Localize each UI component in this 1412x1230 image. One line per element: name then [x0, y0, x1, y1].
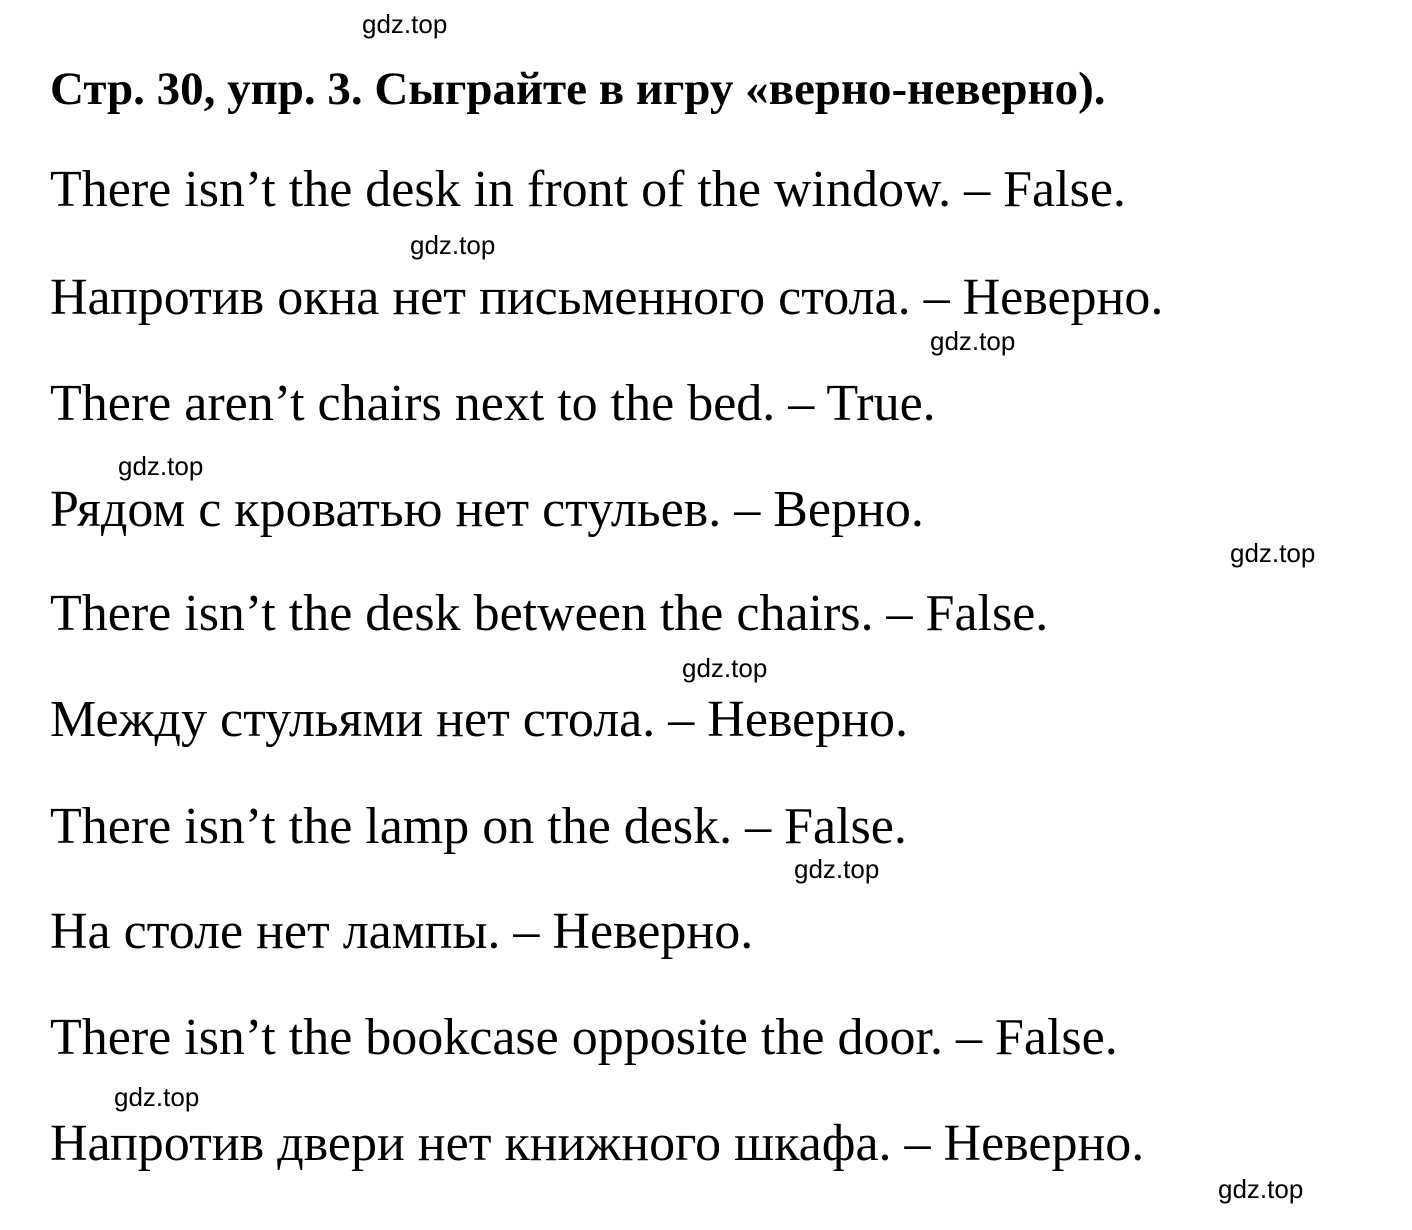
statement-line: There isn’t the desk between the chairs. – False.	[50, 585, 1049, 642]
statement-line: There isn’t the lamp on the desk. – False.	[50, 798, 907, 855]
statement-line: Рядом с кроватью нет стульев. – Верно.	[50, 481, 924, 538]
statement-line: На столе нет лампы. – Неверно.	[50, 903, 754, 960]
statement-line: Напротив двери нет книжного шкафа. – Неверно.	[50, 1115, 1145, 1172]
watermark: gdz.top	[362, 9, 448, 39]
statement-line: There isn’t the bookcase opposite the door. – False.	[50, 1009, 1118, 1066]
statement-line: There isn’t the desk in front of the window. – False.	[50, 161, 1126, 218]
watermark: gdz.top	[410, 230, 496, 260]
watermark: gdz.top	[682, 653, 768, 683]
watermark: gdz.top	[794, 854, 880, 884]
watermark: gdz.top	[1218, 1174, 1304, 1204]
watermark: gdz.top	[118, 451, 204, 481]
watermark: gdz.top	[114, 1082, 200, 1112]
statement-line: There aren’t chairs next to the bed. – True.	[50, 375, 936, 432]
statement-line: Между стульями нет стола. – Неверно.	[50, 691, 909, 748]
exercise-title: Стр. 30, упр. 3. Сыграйте в игру «верно-неверно).	[50, 63, 1106, 115]
watermark: gdz.top	[1230, 538, 1316, 568]
statement-line: Напротив окна нет письменного стола. – Неверно.	[50, 269, 1164, 326]
watermark: gdz.top	[930, 326, 1016, 356]
